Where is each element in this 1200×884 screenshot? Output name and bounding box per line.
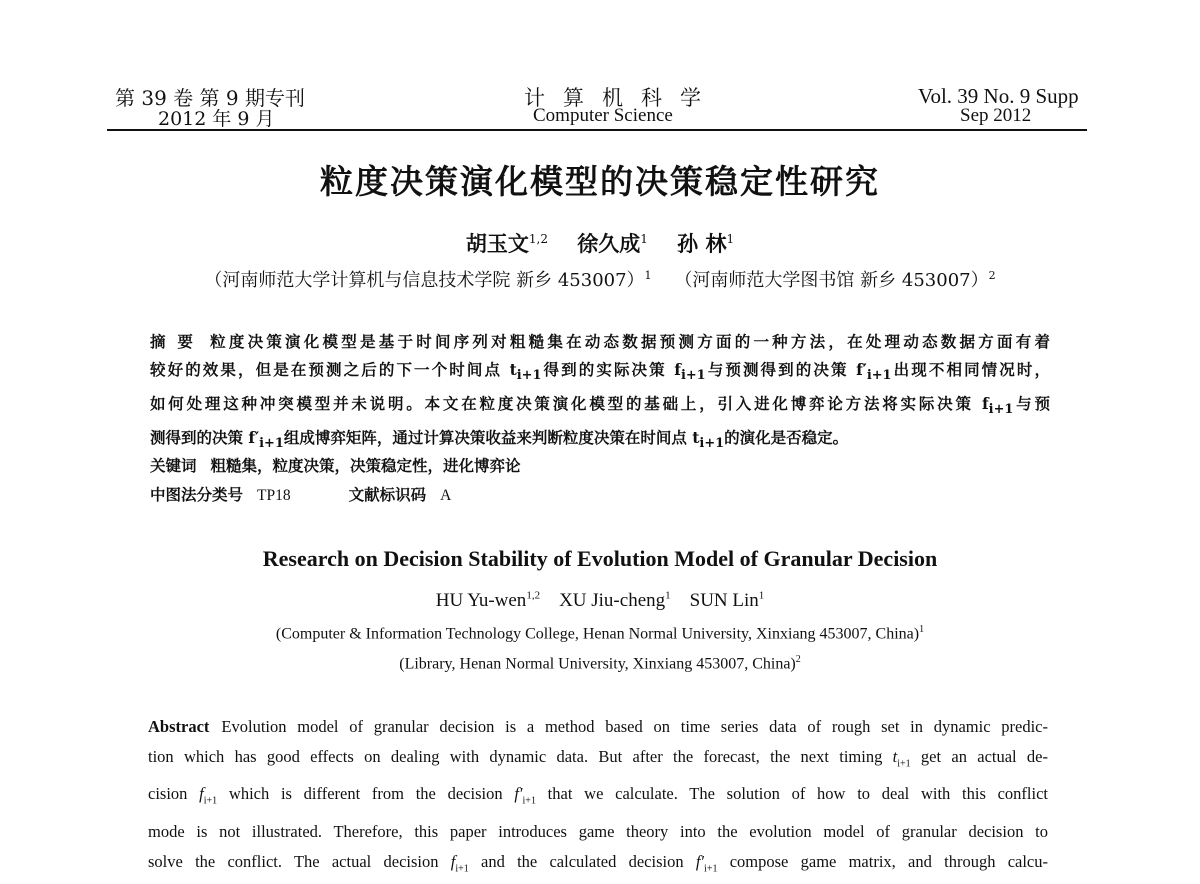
abstract-en-line-1: Abstract Evolution model of granular decision is a method based on time series data of rough set in dynamic predic- [148, 717, 1048, 736]
paper-title-en: Research on Decision Stability of Evolution Model of Granular Decision [262, 546, 938, 571]
header-volume-en: Vol. 39 No. 9 Supp [918, 84, 1079, 108]
authors-en [0, 590, 1200, 612]
abstract-cn-line-2: 较好的效果，但是在预测之后的下一个时间点 $t_{i+1}$得到的实际决策 $f_{i+1}$与预测得到的决策 $f'_{i+1}$出现不相同情况时， [150, 360, 1050, 384]
affiliation-cn-1: （河南师范大学计算机与信息技术学院 新乡 453007）$^1$ [204, 269, 652, 291]
header-date-en: Sep 2012 [960, 105, 1032, 126]
header-rule [107, 129, 1087, 131]
abstract-cn [150, 328, 1050, 458]
paper-title-cn: 粒度决策演化模型的决策稳定性研究 [320, 162, 880, 201]
author-cn-2: 徐久成$^1$ [577, 231, 648, 256]
keywords-cn-value: 粗糙集，粒度决策，决策稳定性，进化博弈论 [210, 456, 521, 475]
abstract-en-line-4: mode is not illustrated. Therefore, this paper introduces game theory into the evolution model of granular decision to [148, 821, 1048, 841]
affiliation-en-2: (Library, Henan Normal University, Xinxiang 453007, China)$^2$ [399, 654, 801, 673]
keywords-cn-label: 关键词 [150, 457, 197, 475]
doc-code-value: A [440, 487, 452, 504]
journal-title-en: Computer Science [533, 105, 673, 126]
abstract-cn-line-1: 摘 要 粒度决策演化模型是基于时间序列对粗糙集在动态数据预测方面的一种方法，在处理动态数据方面有着 [150, 332, 1050, 351]
affiliations-cn [0, 266, 1200, 292]
author-en-1: HU Yu-wen$^{1,2}$ [435, 590, 541, 612]
authors-cn [0, 228, 1200, 258]
abstract-en-line-5: solve the conflict. The actual decision $f_{i+1}$ and the calculated decision $f'_{i+1}$ compose game matrix, and through calcu- [148, 851, 1048, 874]
author-en-2: XU Jiu-cheng$^1$ [559, 590, 671, 612]
affiliation-cn-2: （河南师范大学图书馆 新乡 453007）$^2$ [674, 269, 996, 291]
abstract-en-line-2: tion which has good effects on dealing with dynamic data. But after the forecast, the next timing $t_{i+1}$ get an actual de- [148, 747, 1048, 770]
author-en-3: SUN Lin$^1$ [689, 590, 765, 612]
author-cn-1: 胡玉文$^{1,2}$ [465, 231, 548, 256]
abstract-cn-label: 摘 要 [150, 332, 197, 351]
abstract-en-line-3: cision $f_{i+1}$ which is different from the decision $f'_{i+1}$ that we calculate. The solution of how to deal with this conflict [148, 784, 1048, 807]
author-cn-3: 孙 林$^1$ [677, 231, 735, 256]
keywords-cn [150, 454, 521, 476]
doc-code-label: 文献标识码 [348, 486, 427, 504]
classification-row [150, 483, 451, 505]
header-date-cn: 2012 年 9 月 [158, 108, 275, 130]
journal-title-cn: 计算机科学 [524, 86, 719, 110]
header-issue-cn: 第 39 卷 第 9 期专刊 [115, 86, 305, 110]
clc-value: TP18 [257, 487, 291, 504]
clc-label: 中图法分类号 [150, 486, 244, 504]
abstract-cn-line-4: 测得到的决策 $f'_{i+1}$组成博弈矩阵，通过计算决策收益来判断粒度决策在时间点 $t_{i+1}$的演化是否稳定。 [150, 428, 849, 452]
abstract-en-label: Abstract [148, 717, 210, 736]
abstract-en [148, 712, 1048, 884]
abstract-cn-line-3: 如何处理这种冲突模型并未说明。本文在粒度决策演化模型的基础上，引入进化博弈论方法将实际决策 $f_{i+1}$与预 [150, 394, 1050, 418]
affiliation-en-1: (Computer & Information Technology College, Henan Normal University, Xinxiang 453007, China)$^1$ [275, 624, 925, 643]
